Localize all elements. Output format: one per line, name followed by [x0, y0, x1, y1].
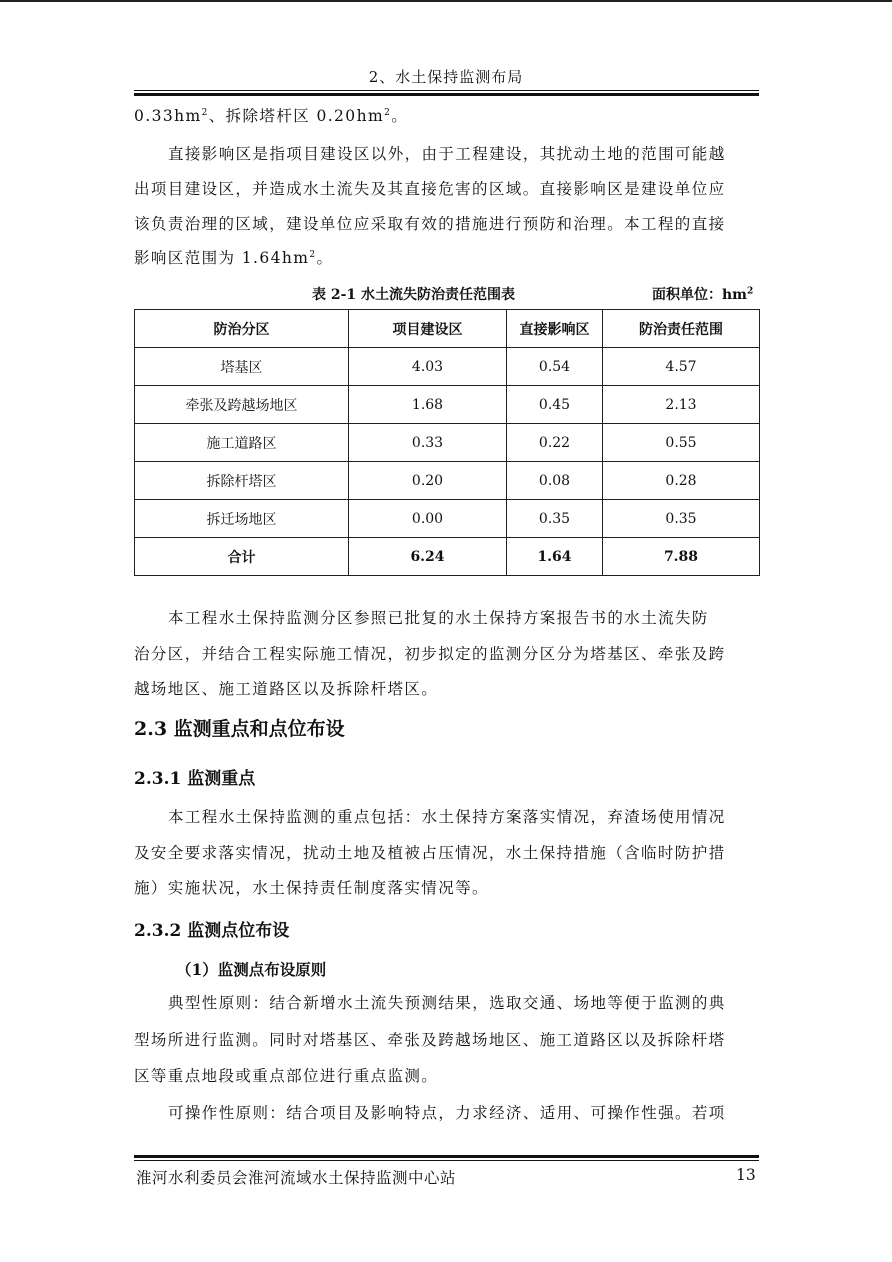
table-cell: 0.28	[603, 462, 760, 500]
section-heading-2-3: 2.3 监测重点和点位布设	[134, 718, 345, 740]
para-operable-line: 可操作性原则：结合项目及影响特点，力求经济、适用、可操作性强。若项	[168, 1104, 726, 1122]
section-heading-2-3-2: 2.3.2 监测点位布设	[134, 921, 290, 941]
para-direct-line: 出项目建设区，并造成水土流失及其直接危害的区域。直接影响区是建设单位应	[134, 180, 726, 198]
table-row	[135, 424, 760, 462]
para-typical-line: 典型性原则：结合新增水土流失预测结果，选取交通、场地等便于监测的典	[168, 994, 726, 1012]
footer-rule-thin	[134, 1160, 759, 1161]
para-focus-line: 及安全要求落实情况，扰动土地及植被占压情况，水土保持措施（含临时防护措	[134, 844, 726, 862]
header-rule-thin	[134, 90, 759, 91]
table-cell: 6.24	[349, 538, 507, 576]
table-cell: 合计	[135, 538, 349, 576]
table-cell: 0.08	[507, 462, 603, 500]
running-header: 2、水土保持监测布局	[368, 68, 524, 86]
para-partition-line: 本工程水土保持监测分区参照已批复的水土保持方案报告书的水土流失防	[168, 609, 709, 627]
table-header-row	[135, 310, 760, 348]
para-direct-line: 该负责治理的区域，建设单位应采取有效的措施进行预防和治理。本工程的直接	[134, 215, 726, 233]
table-cell: 拆除杆塔区	[135, 462, 349, 500]
para-typical-line: 区等重点地段或重点部位进行重点监测。	[134, 1067, 439, 1085]
table-header-cell: 直接影响区	[507, 310, 603, 348]
subheading-principles: （1）监测点布设原则	[176, 960, 327, 979]
table-cell: 施工道路区	[135, 424, 349, 462]
para-partition-line: 治分区，并结合工程实际施工情况，初步拟定的监测分区分为塔基区、牵张及跨	[134, 645, 726, 663]
table-cell: 0.20	[349, 462, 507, 500]
responsibility-table	[134, 309, 760, 576]
table-header-cell: 防治分区	[135, 310, 349, 348]
table-cell: 0.33	[349, 424, 507, 462]
table-total-row	[135, 538, 760, 576]
table-cell: 0.35	[603, 500, 760, 538]
para-direct-line: 影响区范围为 $1.64hm^2$。	[134, 249, 334, 267]
table-unit: 面积单位：$hm^2$	[652, 286, 754, 303]
header-rule-thick	[134, 93, 759, 96]
table-cell: 7.88	[603, 538, 760, 576]
table-row	[135, 348, 760, 386]
table-cell: 2.13	[603, 386, 760, 424]
para-typical-line: 型场所进行监测。同时对塔基区、牵张及跨越场地区、施工道路区以及拆除杆塔	[134, 1031, 726, 1049]
para-partition-line: 越场地区、施工道路区以及拆除杆塔区。	[134, 680, 439, 698]
table-cell: 0.55	[603, 424, 760, 462]
para-focus-line: 本工程水土保持监测的重点包括：水土保持方案落实情况，弃渣场使用情况	[168, 808, 726, 826]
table-cell: 4.03	[349, 348, 507, 386]
table-cell: 4.57	[603, 348, 760, 386]
table-cell: 1.64	[507, 538, 603, 576]
footer-rule-thick	[134, 1155, 759, 1158]
table-row	[135, 386, 760, 424]
table-cell: 1.68	[349, 386, 507, 424]
footer-organization: 淮河水利委员会淮河流域水土保持监测中心站	[136, 1169, 457, 1187]
table-cell: 拆迁场地区	[135, 500, 349, 538]
table-cell: 0.35	[507, 500, 603, 538]
table-cell: 0.45	[507, 386, 603, 424]
table-row	[135, 500, 760, 538]
page-top-border	[0, 0, 892, 2]
table-row	[135, 462, 760, 500]
table-cell: 0.54	[507, 348, 603, 386]
table-header-cell: 项目建设区	[349, 310, 507, 348]
intro-line: $0.33hm^2$、拆除塔杆区 $0.20hm^2$。	[134, 107, 409, 125]
table-header-cell: 防治责任范围	[603, 310, 760, 348]
table-cell: 0.00	[349, 500, 507, 538]
page-number: 13	[736, 1166, 756, 1184]
table-cell: 塔基区	[135, 348, 349, 386]
para-direct-line: 直接影响区是指项目建设区以外，由于工程建设，其扰动土地的范围可能越	[168, 145, 726, 163]
para-focus-line: 施）实施状况，水土保持责任制度落实情况等。	[134, 879, 489, 897]
table-caption: 表 2-1 水土流失防治责任范围表	[312, 287, 516, 303]
table-cell: 牵张及跨越场地区	[135, 386, 349, 424]
table-cell: 0.22	[507, 424, 603, 462]
section-heading-2-3-1: 2.3.1 监测重点	[134, 769, 256, 789]
